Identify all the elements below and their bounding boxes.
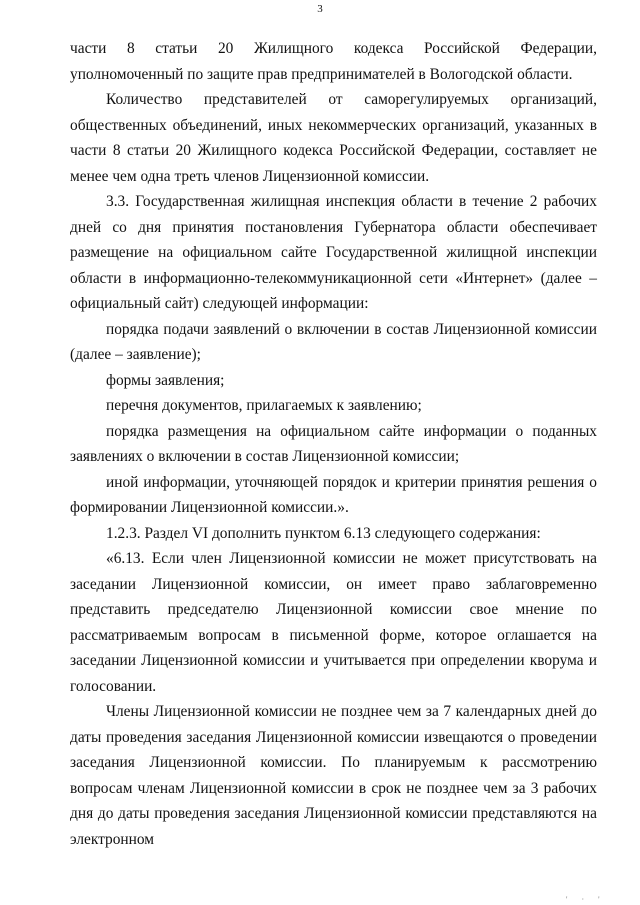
paragraph-11: Члены Лицензионной комиссии не позднее чем за 7 календарных дней до даты проведения заседания Лицензионной комиссии извещаются о проведении заседания Лицензионной комиссии. По планируемым к рассмотрению вопросам членам Лицензионной комиссии в срок не позднее чем за 3 рабочих дня до даты проведения заседания Лицензионной комиссии представляются на электронном: [70, 703, 597, 848]
paragraph-10: «6.13. Если член Лицензионной комиссии не может присутствовать на заседании Лицензионной комиссии, он имеет право заблаговременно представить председателю Лицензионной комиссии свое мнение по рассматриваемым вопросам в письменной форме, которое оглашается на заседании Лицензионной комиссии и учитывается при определении кворума и голосовании.: [70, 550, 597, 695]
paragraph-7: порядка размещения на официальном сайте информации о поданных заявлениях о включении в состав Лицензионной комиссии;: [70, 422, 597, 465]
page-number: 3: [317, 3, 323, 15]
paragraph-4: порядка подачи заявлений о включении в состав Лицензионной комиссии (далее – заявление);: [70, 320, 597, 363]
document-body: [70, 36, 597, 852]
paragraph-3: 3.3. Государственная жилищная инспекция области в течение 2 рабочих дней со дня принятия постановления Губернатора области обеспечивает размещение на официальном сайте Государственной жилищной инспекции области в информационно-телекоммуникационной сети «Интернет» (далее – официальный сайт) следующей информации:: [70, 193, 597, 312]
paragraph-1: части 8 статьи 20 Жилищного кодекса Российской Федерации, уполномоченный по защите прав предпринимателей в Вологодской области.: [70, 40, 597, 83]
paragraph-6: перечня документов, прилагаемых к заявлению;: [106, 397, 422, 414]
paragraph-5: формы заявления;: [106, 371, 225, 389]
paragraph-8: иной информации, уточняющей порядок и критерии принятия решения о формировании Лицензионной комиссии.».: [70, 473, 597, 516]
scan-marks: ' · ': [566, 895, 606, 904]
paragraph-2: Количество представителей от саморегулируемых организаций, общественных объединений, иных некоммерческих организаций, указанных в части 8 статьи 20 Жилищного кодекса Российской Федерации, составляет не менее чем одна треть членов Лицензионной комиссии.: [70, 91, 597, 185]
paragraph-9: 1.2.3. Раздел VI дополнить пунктом 6.13 следующего содержания:: [106, 524, 541, 542]
